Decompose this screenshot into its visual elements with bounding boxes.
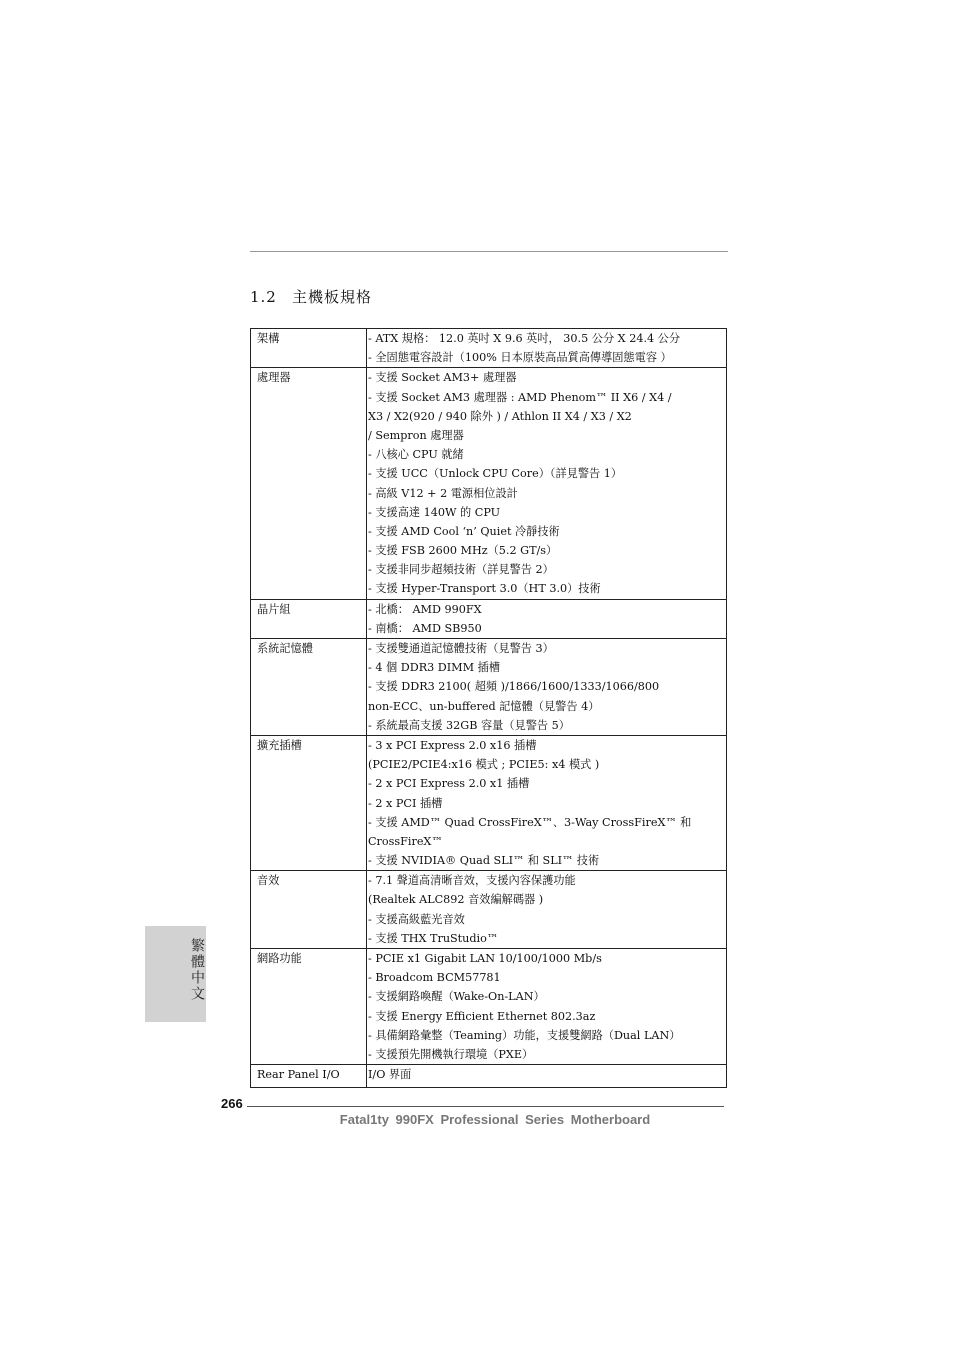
spec-value-line: - 支援 NVIDIA® Quad SLI™ 和 SLI™ 技術 (368, 854, 600, 868)
language-tab-label: 繁體中文 (189, 938, 205, 1002)
spec-value-line: - 4 個 DDR3 DIMM 插槽 (368, 661, 501, 675)
spec-value-line: - 支援 FSB 2600 MHz（5.2 GT/s） (368, 544, 558, 558)
spec-value-line: - 支援 THX TruStudio™ (368, 931, 499, 945)
spec-value-line: - 支援 UCC（Unlock CPU Core）（詳見警告 1） (368, 467, 623, 481)
spec-row (251, 735, 727, 870)
spec-value-line: - 7.1 聲道高清晰音效，支援內容保護功能 (368, 874, 576, 888)
spec-row (251, 599, 727, 638)
spec-value-line: - Broadcom BCM57781 (368, 971, 501, 985)
spec-value-line: - 支援 DDR3 2100( 超頻 )/1866/1600/1333/1066/800 (368, 680, 660, 694)
spec-row (251, 949, 727, 1065)
spec-value-line: - PCIE x1 Gigabit LAN 10/100/1000 Mb/s (368, 952, 602, 965)
spec-value-line: - 八核心 CPU 就緒 (368, 448, 464, 462)
spec-value (367, 1065, 727, 1088)
spec-value-line: - 支援 AMD Cool ‘n’ Quiet 冷靜技術 (368, 524, 560, 538)
footer-title: Fatal1ty 990FX Professional Series Motherboard (339, 1112, 651, 1127)
spec-value-line: I/O 界面 (368, 1068, 412, 1082)
spec-value-line: - ATX 規格： 12.0 英吋 X 9.6 英吋， 30.5 公分 X 24.4 公分 (368, 332, 681, 345)
header-rule (250, 251, 728, 252)
section-heading (250, 286, 372, 307)
spec-value-line: - 全固態電容設計（100% 日本原裝高品質高傳導固態電容 ） (368, 351, 672, 365)
spec-label: 晶片組 (251, 599, 367, 638)
footer-rule (247, 1106, 724, 1107)
spec-value-line: - 南橋： AMD SB950 (368, 621, 482, 635)
spec-label: 處理器 (251, 368, 367, 599)
spec-value-line: - 支援 Energy Efficient Ethernet 802.3az (368, 1009, 596, 1023)
spec-value (367, 735, 727, 870)
spec-value (367, 639, 727, 736)
spec-label: 架構 (251, 329, 367, 368)
spec-label: 系統記憶體 (251, 639, 367, 736)
spec-value-line: non-ECC、un-buffered 記憶體（見警告 4） (368, 699, 600, 713)
spec-value-line: - 支援雙通道記憶體技術（見警告 3） (368, 642, 554, 655)
language-tab (145, 926, 206, 1022)
spec-value-line: - 支援高達 140W 的 CPU (368, 505, 501, 519)
spec-value-line: - 支援 Socket AM3+ 處理器 (368, 371, 517, 385)
spec-value-line: - 具備網路彙整（Teaming）功能，支援雙網路（Dual LAN） (368, 1028, 681, 1042)
spec-value-line: - 2 x PCI 插槽 (368, 796, 443, 810)
spec-value-line: (Realtek ALC892 音效編解碼器 ) (368, 893, 544, 907)
spec-value-line: - 支援高級藍光音效 (368, 912, 465, 926)
spec-value (367, 368, 727, 599)
spec-value (367, 329, 727, 368)
section-number: 1.2 (250, 288, 277, 306)
spec-label: 音效 (251, 871, 367, 949)
section-title: 主機板規格 (292, 288, 373, 306)
spec-value-line: - 支援預先開機執行環境（PXE） (368, 1047, 534, 1061)
spec-value (367, 949, 727, 1065)
spec-value-line: - 3 x PCI Express 2.0 x16 插槽 (368, 738, 537, 752)
spec-table (250, 328, 727, 1088)
spec-value-line: - 支援 Hyper-Transport 3.0（HT 3.0）技術 (368, 582, 601, 596)
spec-value-line: - 系統最高支援 32GB 容量（見警告 5） (368, 718, 570, 732)
spec-row (251, 368, 727, 599)
page-number: 266 (221, 1096, 243, 1111)
spec-value-line: - 2 x PCI Express 2.0 x1 插槽 (368, 777, 530, 791)
spec-value-line: X3 / X2(920 / 940 除外 ) / Athlon II X4 / X3 / X2 (368, 409, 632, 423)
spec-value-line: / Sempron 處理器 (368, 428, 464, 442)
spec-value-line: - 高級 V12 + 2 電源相位設計 (368, 486, 518, 500)
spec-value-line: - 北橋： AMD 990FX (368, 602, 482, 616)
spec-value-line: (PCIE2/PCIE4:x16 模式 ; PCIE5: x4 模式 ) (368, 758, 600, 772)
spec-row (251, 639, 727, 736)
spec-label: 擴充插槽 (251, 735, 367, 870)
spec-value (367, 599, 727, 638)
spec-row (251, 1065, 727, 1088)
spec-value-line: - 支援 Socket AM3 處理器 : AMD Phenom™ II X6 / X4 / (368, 390, 672, 404)
spec-row (251, 871, 727, 949)
spec-value-line: CrossFireX™ (368, 834, 443, 848)
spec-row (251, 329, 727, 368)
spec-label: Rear Panel I/O (251, 1065, 367, 1088)
spec-value-line: - 支援非同步超頻技術（詳見警告 2） (368, 563, 554, 577)
spec-value-line: - 支援網路喚醒（Wake-On-LAN） (368, 990, 545, 1004)
spec-label: 網路功能 (251, 949, 367, 1065)
spec-value (367, 871, 727, 949)
spec-value-line: - 支援 AMD™ Quad CrossFireX™、3-Way CrossFireX™ 和 (368, 815, 692, 829)
